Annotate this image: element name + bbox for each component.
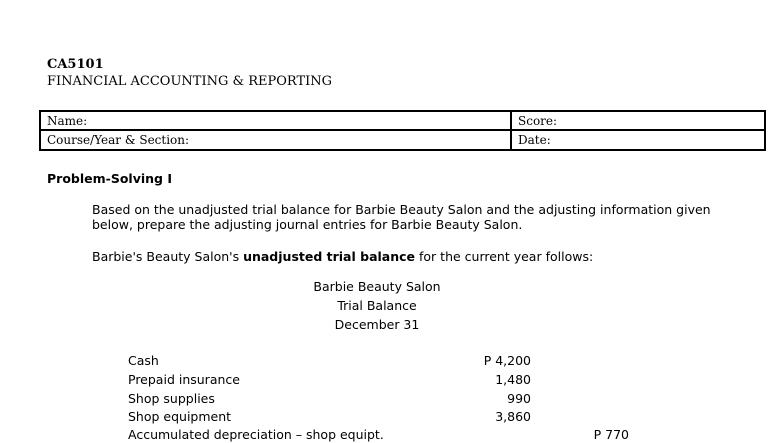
debit-amount: 3,860 [495,409,531,424]
debit-amount: 990 [507,391,531,406]
name-label: Name: [47,114,88,128]
account-name: Prepaid insurance [128,372,240,387]
intro-text-end: for the current year follows: [415,249,594,264]
section-heading: Problem-Solving I [47,171,172,186]
student-info-table [39,110,766,151]
course-title: FINANCIAL ACCOUNTING & REPORTING [47,74,333,89]
account-name: Accumulated depreciation – shop equipt. [128,427,384,442]
course-section-field[interactable] [41,131,512,149]
account-name: Shop equipment [128,409,232,424]
credit-amount: P 770 [593,427,629,442]
name-field[interactable] [41,112,512,131]
trial-balance-title: Trial Balance [337,298,417,313]
account-name: Shop supplies [128,391,215,406]
score-field[interactable] [512,112,764,131]
debit-amount: P 4,200 [483,353,531,368]
score-label: Score: [518,114,558,128]
trial-balance-company: Barbie Beauty Salon [313,279,441,294]
date-label: Date: [518,133,551,147]
debit-amount: 1,480 [495,372,531,387]
course-code: CA5101 [47,57,104,72]
intro-text-bold: unadjusted trial balance [243,249,416,264]
instructions-paragraph: Based on the unadjusted trial balance for Barbie Beauty Salon and the adjusting information given below, prepare the adjusting journal entries for Barbie Beauty Salon. [92,202,711,232]
trial-balance-intro [92,249,593,264]
intro-text-start: Barbie's Beauty Salon's [92,249,244,264]
trial-balance-date: December 31 [334,317,420,332]
date-field[interactable] [512,131,764,149]
course-section-label: Course/Year & Section: [47,133,190,147]
account-name: Cash [128,353,159,368]
